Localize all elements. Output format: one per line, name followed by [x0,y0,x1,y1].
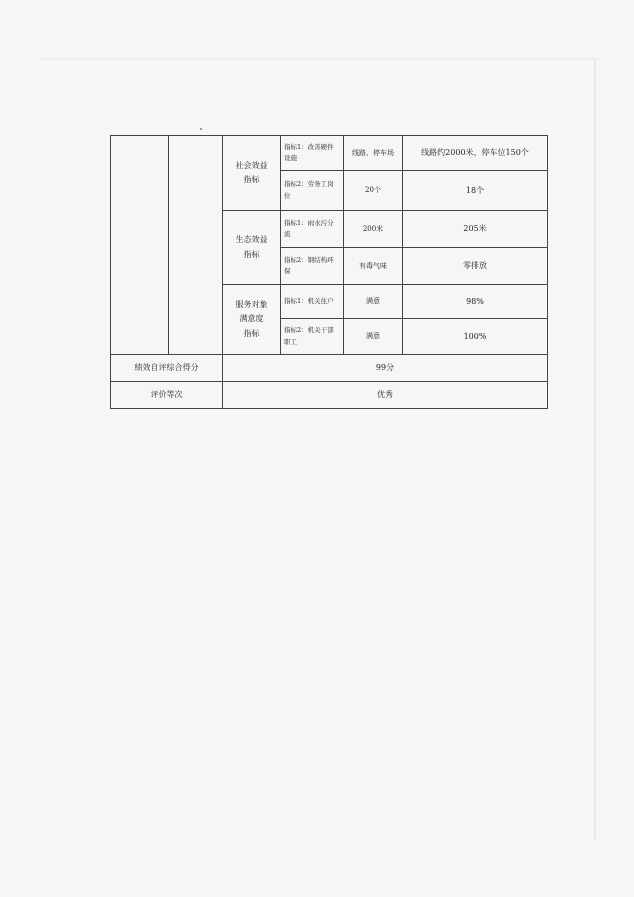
actual-value-cell: 100% [403,319,548,355]
actual-value-cell: 98% [403,285,548,319]
indicator-cell: 指标1：改善硬件设施 [281,136,344,171]
scan-speck [200,128,202,130]
table-row [111,136,548,171]
blank-first-level-cell [111,136,169,355]
target-value-cell: 20个 [344,171,403,211]
category-line: 指标 [243,328,260,338]
category-line: 社会效益 [235,160,268,170]
target-value-cell: 满意 [344,319,403,355]
category-line: 指标 [243,249,260,259]
category-cell [223,136,281,211]
actual-value-cell: 18个 [403,171,548,211]
score-row [111,355,548,382]
indicator-cell: 指标1：机关住户 [281,285,344,319]
indicator-cell: 指标2：钢结构环保 [281,248,344,285]
target-value-cell: 200米 [344,211,403,248]
score-label: 绩效自评综合得分 [111,355,223,382]
grade-row [111,382,548,409]
category-line: 指标 [243,175,260,184]
category-line: 满意度 [239,314,264,324]
blank-second-level-cell [169,136,223,355]
indicator-cell: 指标2：劳务工岗位 [281,171,344,211]
category-line: 生态效益 [235,235,268,245]
scan-edge-right [594,60,596,840]
target-value-cell: 有毒气味 [344,248,403,285]
score-value: 99分 [223,355,548,382]
actual-value-cell: 205米 [403,211,548,248]
target-value-cell: 满意 [344,285,403,319]
indicator-cell: 指标1：雨水污分流 [281,211,344,248]
category-cell [223,211,281,285]
indicator-cell: 指标2：机关干部职工 [281,319,344,355]
grade-value: 优秀 [223,382,548,409]
actual-value-cell: 线路约2000米、停车位150个 [403,136,548,171]
scan-edge-top [40,58,600,60]
performance-table [110,135,548,409]
target-value-cell: 线路、停车场 [344,136,403,171]
actual-value-cell: 零排放 [403,248,548,285]
category-cell [223,285,281,355]
category-line: 服务对象 [235,299,268,309]
grade-label: 评价等次 [111,382,223,409]
